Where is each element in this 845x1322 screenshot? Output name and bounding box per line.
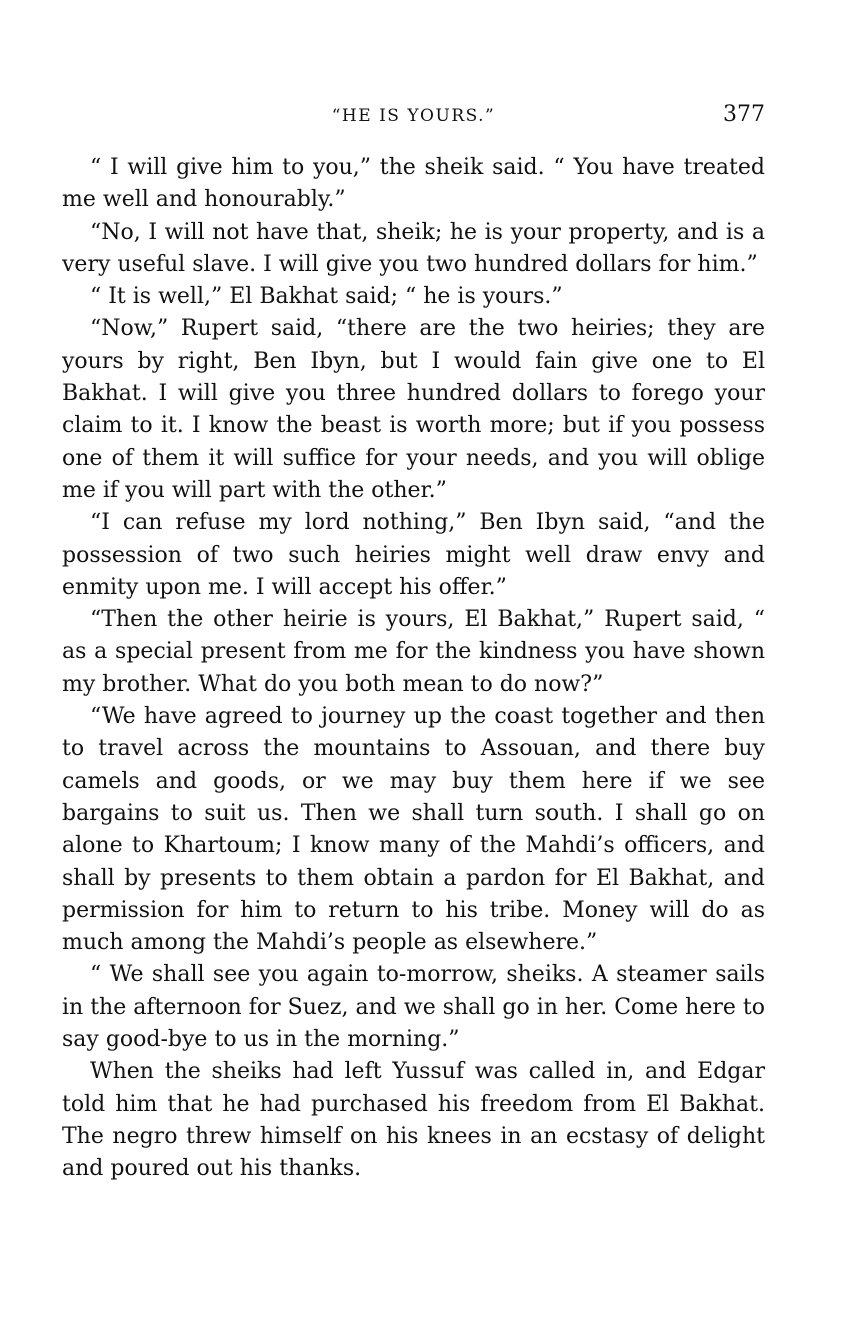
paragraph: When the sheiks had left Yussuf was called in, and Edgar told him that he had purchased his freedom from El Bakhat. The negro threw himself on his knees in an ecstasy of delight and poured out his thanks. — [62, 1059, 765, 1182]
paragraph: “Then the other heirie is yours, El Bakhat,” Rupert said, “ as a special present from me for the kindness you have shown my brother. What do you both mean to do now?” — [62, 607, 765, 697]
paragraph: “ It is well,” El Bakhat said; “ he is yours.” — [90, 284, 563, 310]
page-number: 377 — [723, 102, 765, 127]
paragraph: “I can refuse my lord nothing,” Ben Ibyn said, “and the possession of two such heiries might well draw envy and enmity upon me. I will accept his offer.” — [62, 510, 765, 600]
paragraph: “No, I will not have that, sheik; he is your property, and is a very useful slave. I will give you two hundred dollars for him.” — [62, 219, 765, 277]
paragraph: “ I will give him to you,” the sheik said. “ You have treated me well and honourably.” — [62, 155, 765, 213]
paragraph: “ We shall see you again to-morrow, sheiks. A steamer sails in the afternoon for Suez, and we shall go in her. Come here to say good-bye to us in the morning.” — [62, 962, 765, 1053]
paragraph: “Now,” Rupert said, “there are the two heiries; they are yours by right, Ben Ibyn, but I would fain give one to El Bakhat. I will give you three hundred dollars to forego your claim to it. I know the beast is worth more; but if you possess one of them it will suffice for your needs, and you will oblige me if you will part with the other.” — [62, 316, 765, 503]
running-title: “HE IS YOURS.” — [331, 106, 496, 126]
paragraph: “We have agreed to journey up the coast together and then to travel across the mountains to Assouan, and there buy camels and goods, or we may buy them here if we see bargains to suit us. Then we shall turn south. I shall go on alone to Khartoum; I know many of the Mahdi’s officers, and shall by presents to them obtain a pardon for El Bakhat, and permission for him to return to his tribe. Money will do as much among the Mahdi’s people as elsewhere.” — [62, 704, 765, 956]
running-head — [62, 102, 765, 132]
body-text — [62, 152, 765, 1186]
